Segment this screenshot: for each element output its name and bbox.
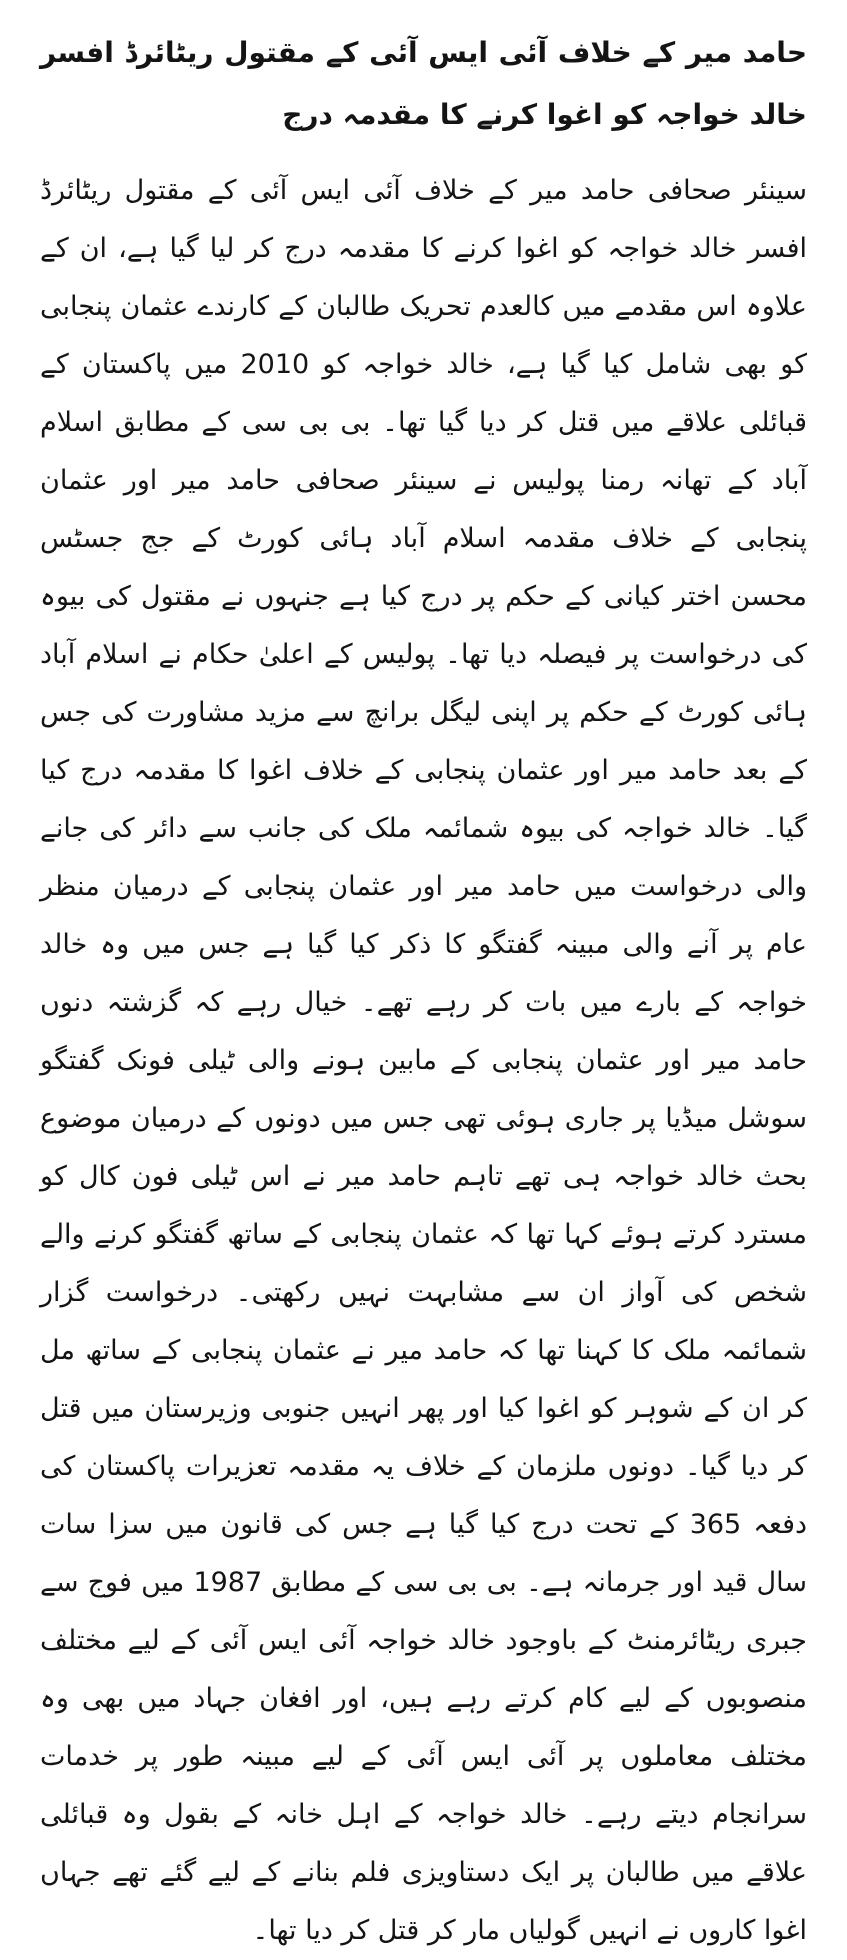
- article-body: سینئر صحافی حامد میر کے خلاف آئی ایس آئی کے مقتول ریٹائرڈ افسر خالد خواجہ کو اغوا کرنے کا مقدمہ درج کر لیا گیا ہے، ان کے علاوہ اس مقدمے میں کالعدم تحریک طالبان کے کارندے عثمان پنجابی کو بھی شامل کیا گیا ہے، خالد خواجہ کو 2010 میں پاکستان کے قبائلی علاقے میں قتل کر دیا گیا تھا۔ بی بی سی کے مطابق اسلام آباد کے تھانہ رمنا پولیس نے سینئر صحافی حامد میر اور عثمان پنجابی کے خلاف مقدمہ اسلام آباد ہائی کورٹ کے جج جسٹس محسن اختر کیانی کے حکم پر درج کیا ہے جنہوں نے مقتول کی بیوہ کی درخواست پر فیصلہ دیا تھا۔ پولیس کے اعلیٰ حکام نے اسلام آباد ہائی کورٹ کے حکم پر اپنی لیگل برانچ سے مزید مشاورت کی جس کے بعد حامد میر اور عثمان پنجابی کے خلاف اغوا کا مقدمہ درج کیا گیا۔ خالد خواجہ کی بیوہ شمائمہ ملک کی جانب سے دائر کی جانے والی درخواست میں حامد میر اور عثمان پنجابی کے درمیان منظر عام پر آنے والی مبینہ گفتگو کا ذکر کیا گیا ہے جس میں وہ خالد خواجہ کے بارے میں بات کر رہے تھے۔ خیال رہے کہ گزشتہ دنوں حامد میر اور عثمان پنجابی کے مابین ہونے والی ٹیلی فونک گفتگو سوشل میڈیا پر جاری ہوئی تھی جس میں دونوں کے درمیان موضوع بحث خالد خواجہ ہی تھے تاہم حامد میر نے اس ٹیلی فون کال کو مسترد کرتے ہوئے کہا تھا کہ عثمان پنجابی کے ساتھ گفتگو کرنے والے شخص کی آواز ان سے مشابہت نہیں رکھتی۔ درخواست گزار شمائمہ ملک کا کہنا تھا کہ حامد میر نے عثمان پنجابی کے ساتھ مل کر ان کے شوہر کو اغوا کیا اور پھر انہیں جنوبی وزیرستان میں قتل کر دیا گیا۔ دونوں ملزمان کے خلاف یہ مقدمہ تعزیرات پاکستان کی دفعہ 365 کے تحت درج کیا گیا ہے جس کی قانون میں سزا سات سال قید اور جرمانہ ہے۔ بی بی سی کے مطابق 1987 میں فوج سے جبری ریٹائرمنٹ کے باوجود خالد خواجہ آئی ایس آئی کے لیے مختلف منصوبوں کے لیے کام کرتے رہے ہیں، اور افغان جہاد میں بھی وہ مختلف معاملوں پر آئی ایس آئی کے لیے مبینہ طور پر خدمات سرانجام دیتے رہے۔ خالد خواجہ کے اہل خانہ کے بقول وہ قبائلی علاقے میں طالبان پر ایک دستاویزی فلم بنانے کے لیے گئے تھے جہاں اغوا کاروں نے انہیں گولیاں مار کر قتل کر دیا تھا۔: [40, 175, 808, 1946]
- article-headline: حامد میر کے خلاف آئی ایس آئی کے مقتول ریٹائرڈ افسر خالد خواجہ کو اغوا کرنے کا مقدمہ درج: [40, 36, 807, 131]
